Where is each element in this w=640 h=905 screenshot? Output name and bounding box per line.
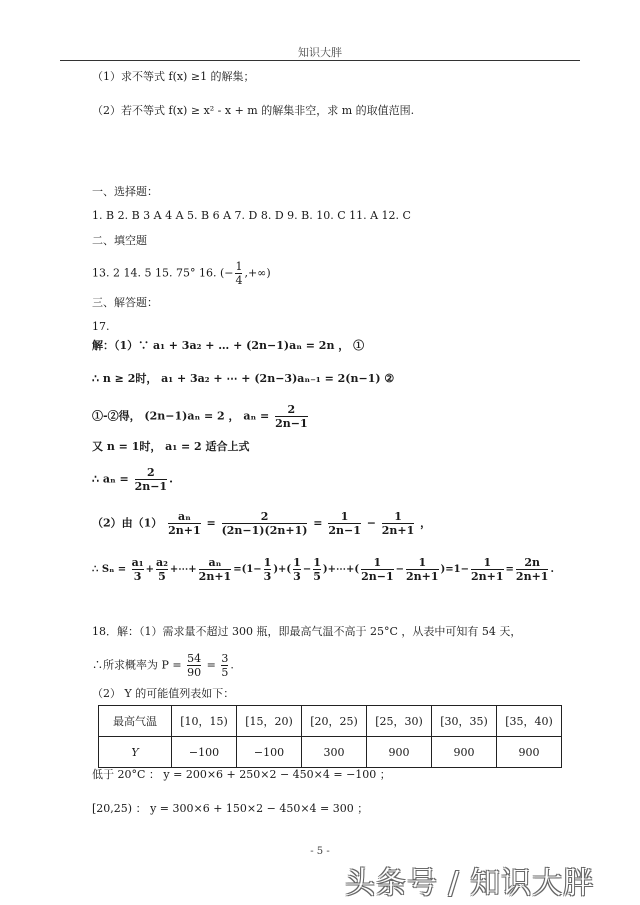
p17-line-6-text: （2）由（1） bbox=[92, 516, 163, 530]
watermark: 头条号 / 知识大胖 bbox=[345, 866, 595, 901]
frac-num: 1 bbox=[293, 556, 301, 569]
question-1: （1）求不等式 f(x) ≥1 的解集； bbox=[92, 70, 255, 83]
frac-num: 1 bbox=[418, 556, 427, 569]
header-rule bbox=[60, 60, 580, 61]
table-cell: [20，25) bbox=[302, 706, 367, 737]
frac-den: 3 bbox=[132, 569, 144, 583]
table-row bbox=[99, 737, 562, 768]
p18-line-5: [20,25) ： y = 300×6 + 150×2 − 450×4 = 300 ； bbox=[92, 802, 369, 815]
interval-open: (− bbox=[219, 266, 234, 280]
frac-den: 2n+1 bbox=[471, 570, 504, 583]
frac-num: 2 bbox=[260, 510, 269, 523]
p17-line-4: 又 n = 1时， a₁ = 2 适合上式 bbox=[92, 440, 250, 453]
p17-line-6: （2）由（1） $\frac{\text{aₙ}}{2n+1}$ = $\frac{2}{(2n-1)(2n+1)}$ = $\frac{1}{2n-1}$ − $\frac{1}{2n+1}$ ， bbox=[92, 510, 432, 537]
period: . bbox=[169, 472, 173, 486]
section-choice-answers: 1. B 2. B 3 A 4 A 5. B 6 A 7. D 8. D 9. B. 10. C 11. A 12. C bbox=[92, 209, 411, 222]
frac-num: 3 bbox=[221, 652, 229, 665]
frac-den: 2n+1 bbox=[515, 570, 549, 583]
p18-line-2-text: ∴所求概率为 P = bbox=[92, 658, 182, 672]
frac-den: 2n+1 bbox=[198, 570, 232, 583]
section-solve-title: 三、解答题： bbox=[92, 296, 158, 309]
table-row bbox=[99, 706, 562, 737]
fraction-an-2n1-b bbox=[199, 556, 232, 583]
fraction-2-prod bbox=[222, 510, 308, 537]
frac-num: 1 bbox=[394, 510, 402, 523]
fraction-1-2n-1 bbox=[328, 510, 361, 537]
fraction-54-90 bbox=[187, 652, 201, 679]
fraction-1-5 bbox=[313, 556, 321, 583]
frac-den: 5 bbox=[313, 570, 321, 583]
p17-line-3 bbox=[92, 403, 310, 430]
interval-close: ,+∞) bbox=[244, 266, 271, 280]
fraction-2n-2n1 bbox=[516, 556, 549, 583]
page-number: - 5 - bbox=[310, 846, 330, 857]
frac-den: 2n+1 bbox=[381, 524, 415, 537]
frac-den: 3 bbox=[293, 570, 301, 583]
frac-den: 2n−1 bbox=[328, 524, 361, 537]
fraction-1-3 bbox=[264, 556, 272, 583]
table-cell: −100 bbox=[172, 737, 237, 768]
p17-line-5 bbox=[92, 466, 173, 493]
frac-num: 1 bbox=[483, 556, 492, 569]
p18-line-1: 18．解：（1）需求量不超过 300 瓶，即最高气温不高于 25°C ，从表中可知有 54 天， bbox=[92, 625, 522, 638]
fill-answers-text: 13. 2 14. 5 15. 75° 16. bbox=[92, 266, 217, 280]
fraction-3-5 bbox=[221, 652, 228, 679]
p18-line-3: （2） Y 的可能值列表如下： bbox=[92, 687, 235, 700]
table-cell: [35，40) bbox=[497, 706, 562, 737]
frac-den: 5 bbox=[156, 569, 168, 583]
frac-den: 2n+1 bbox=[168, 524, 201, 537]
frac-num: 1 bbox=[373, 556, 382, 569]
p17-line-2: ∴ n ≥ 2时， a₁ + 3a₂ + ⋯ + (2n−3)aₙ₋₁ = 2(n−1) ② bbox=[92, 372, 395, 385]
fraction-a2-5 bbox=[156, 556, 168, 583]
frac-den: (2n−1)(2n+1) bbox=[221, 524, 308, 537]
problem-17-number: 17. bbox=[92, 320, 110, 333]
section-fill-title: 二、填空题 bbox=[92, 234, 147, 247]
table-cell: 900 bbox=[432, 737, 497, 768]
frac-num: 1 bbox=[263, 556, 272, 569]
frac-den: 3 bbox=[263, 570, 272, 583]
frac-num: a₂ bbox=[155, 556, 168, 569]
frac-den: 2n+1 bbox=[406, 570, 439, 583]
fraction-quarter bbox=[235, 260, 242, 287]
table-cell: 300 bbox=[302, 737, 367, 768]
table-cell: 900 bbox=[367, 737, 432, 768]
frac-den: 2n−1 bbox=[275, 417, 308, 430]
period: . bbox=[550, 564, 554, 575]
p18-line-4: 低于 20°C ： y = 200×6 + 250×2 − 450×4 = −100 ； bbox=[92, 768, 391, 781]
table-cell: [25，30) bbox=[367, 706, 432, 737]
fraction-1-2n1-c bbox=[471, 556, 504, 583]
frac-num: 1 bbox=[235, 260, 243, 273]
period: . bbox=[230, 658, 234, 672]
table-cell: −100 bbox=[237, 737, 302, 768]
frac-num: 1 bbox=[313, 556, 321, 569]
value-table bbox=[98, 705, 562, 768]
fraction-2-over-2n-1 bbox=[275, 403, 308, 430]
fraction-1-2n-1-b bbox=[361, 556, 394, 583]
page-header: 知识大胖 bbox=[298, 46, 342, 59]
table-cell: [10，15) bbox=[172, 706, 237, 737]
frac-num: 2n bbox=[524, 556, 541, 569]
table-cell: Y bbox=[99, 737, 172, 768]
table-cell: 最高气温 bbox=[99, 706, 172, 737]
fraction-an-2n1 bbox=[168, 510, 201, 537]
fraction-a1-3 bbox=[132, 556, 144, 583]
frac-den: 90 bbox=[187, 666, 202, 679]
frac-num: 1 bbox=[340, 510, 349, 523]
section-fill-answers bbox=[92, 260, 271, 287]
question-2: （2）若不等式 f(x) ≥ x² - x + m 的解集非空，求 m 的取值范围. bbox=[92, 104, 415, 117]
section-choice-title: 一、选择题： bbox=[92, 185, 158, 198]
fraction-1-2n1-b bbox=[406, 556, 439, 583]
frac-num: aₙ bbox=[178, 510, 191, 523]
p17-line-7-text: ∴ Sₙ = bbox=[92, 564, 127, 575]
fraction-an bbox=[135, 466, 168, 493]
frac-num: 2 bbox=[287, 403, 296, 416]
table-cell: [15，20) bbox=[237, 706, 302, 737]
table-cell: 900 bbox=[497, 737, 562, 768]
frac-den: 2n−1 bbox=[134, 480, 168, 493]
frac-num: aₙ bbox=[208, 556, 222, 569]
frac-den: 4 bbox=[235, 274, 243, 287]
fraction-1-2n1 bbox=[382, 510, 415, 537]
p17-line-1: 解：（1）∵ a₁ + 3a₂ + … + (2n−1)aₙ = 2n ， ① bbox=[92, 339, 365, 352]
p17-line-7: ∴ Sₙ = $\frac{\text{a₁}}{3}$ + $\frac{\text{a₂}}{5}$ +⋯+ $\frac{\text{aₙ}}{2n+1}$ =(1− $\frac{1}{3}$ )+( $\frac{1}{3}$ − $\frac{1}{5}$ )+⋯+( $\frac{1}{2n-1}$ − $\frac{1}{2n+1}$ )=1− $\frac{1}{2n+1}$ = $\frac{2n}{2n+1}$ . bbox=[92, 556, 554, 583]
p17-line-5-text: ∴ aₙ = bbox=[92, 472, 129, 486]
p18-line-2: ∴所求概率为 P = $\frac{54}{90}$ = $\frac{3}{5}$ . bbox=[92, 652, 234, 679]
frac-den: 2n−1 bbox=[361, 570, 394, 583]
frac-num: a₁ bbox=[131, 556, 144, 569]
p17-line-3-text: ①-②得， (2n−1)aₙ = 2 ， aₙ = bbox=[92, 409, 270, 423]
frac-den: 5 bbox=[221, 666, 229, 679]
frac-num: 2 bbox=[147, 466, 155, 479]
fraction-1-3-b bbox=[293, 556, 301, 583]
table-cell: [30，35) bbox=[432, 706, 497, 737]
frac-num: 54 bbox=[187, 652, 202, 665]
